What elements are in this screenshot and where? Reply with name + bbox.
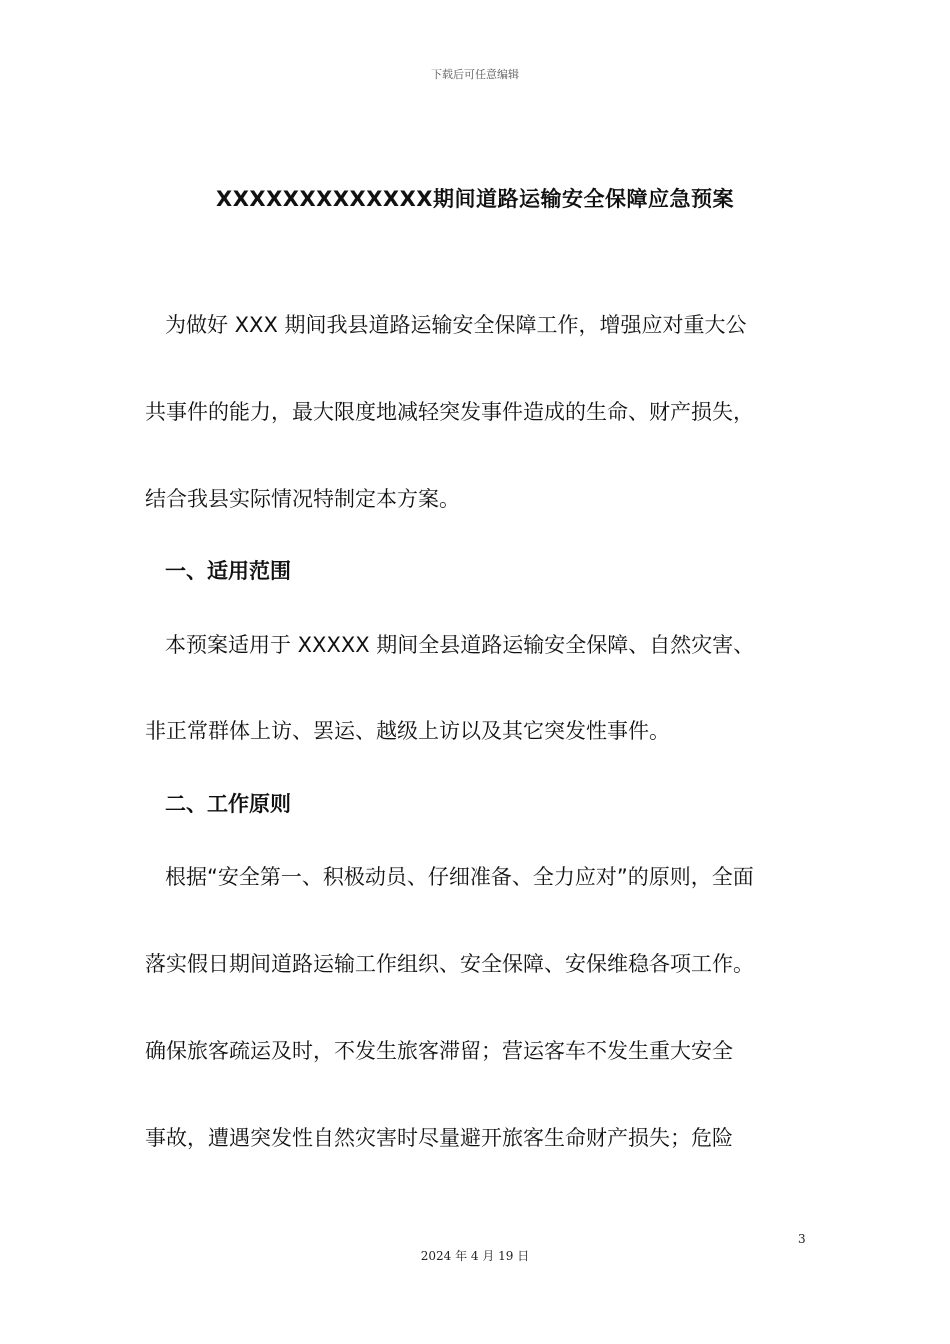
header-note: 下载后可任意编辑 (431, 68, 519, 81)
scope-line-1: 本预案适用于 XXXXX 期间全县道路运输安全保障、自然灾害、 (165, 633, 755, 657)
principles-line-2: 落实假日期间道路运输工作组织、安全保障、安保维稳各项工作。 (145, 952, 754, 976)
intro-line-1: 为做好 XXX 期间我县道路运输安全保障工作，增强应对重大公 (165, 313, 747, 337)
principles-line-3: 确保旅客疏运及时，不发生旅客滞留；营运客车不发生重大安全 (145, 1039, 733, 1063)
intro-line-3: 结合我县实际情况特制定本方案。 (145, 487, 460, 511)
page-number: 3 (798, 1232, 806, 1246)
principles-line-4: 事故，遭遇突发性自然灾害时尽量避开旅客生命财产损失；危险 (145, 1126, 733, 1150)
section-heading-principles: 二、工作原则 (165, 792, 291, 816)
section-heading-scope: 一、适用范围 (165, 559, 291, 583)
document-title: XXXXXXXXXXXXX期间道路运输安全保障应急预案 (216, 187, 734, 211)
principles-line-1: 根据“安全第一、积极动员、仔细准备、全力应对”的原则，全面 (165, 865, 754, 889)
intro-line-2: 共事件的能力，最大限度地减轻突发事件造成的生命、财产损失， (145, 400, 754, 424)
footer-date: 2024 年 4 月 19 日 (420, 1249, 530, 1263)
scope-line-2: 非正常群体上访、罢运、越级上访以及其它突发性事件。 (145, 719, 670, 743)
